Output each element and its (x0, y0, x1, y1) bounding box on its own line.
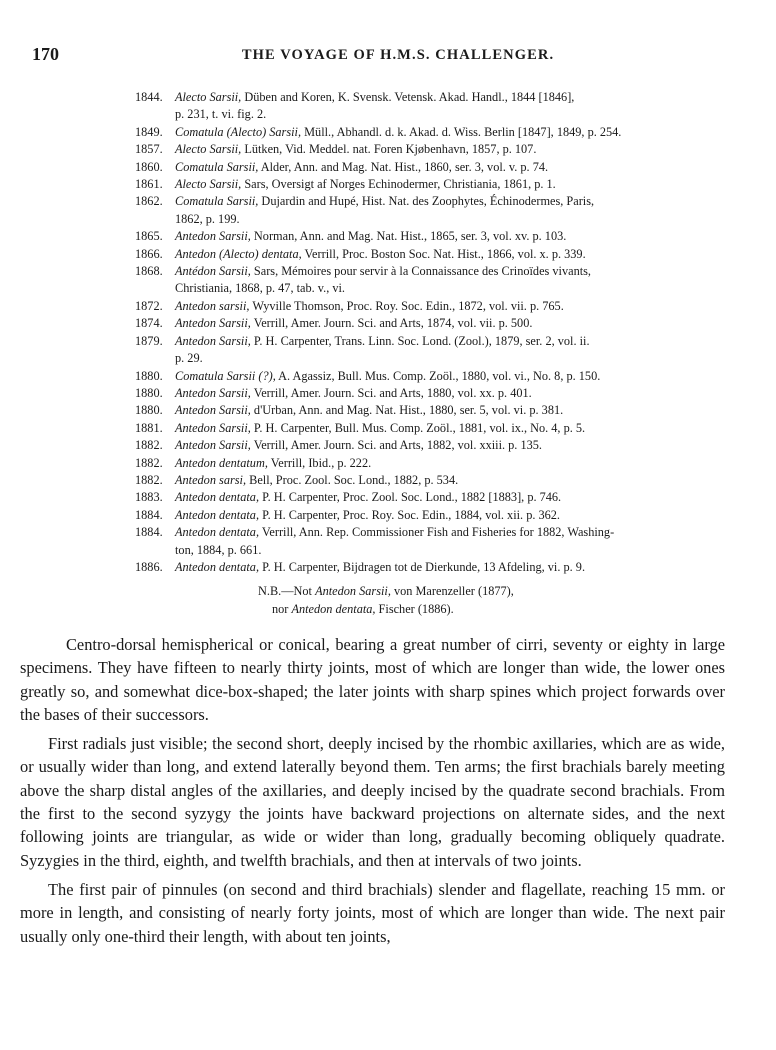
entry-citation: Norman, Ann. and Mag. Nat. Hist., 1865, ser. 3, vol. xv. p. 103. (250, 229, 567, 244)
entry-species-name: Antedon (Alecto) dentata, (175, 246, 302, 261)
entry-citation: Sars, Mémoires pour servir à la Connaissance des Crinoïdes vivants, (250, 264, 591, 279)
entry-year: 1861. (135, 177, 163, 192)
synonymy-entry (135, 89, 735, 124)
entry-year: 1849. (135, 124, 163, 139)
entry-year: 1865. (135, 229, 163, 244)
entry-year: 1857. (135, 142, 163, 157)
synonymy-entry (135, 315, 735, 332)
entry-species-name: Comatula (Alecto) Sarsii, (175, 124, 302, 139)
nota-bene-line-1 (0, 583, 776, 601)
entry-citation: Düben and Koren, K. Svensk. Vetensk. Akad. Handl., 1844 [1846], (241, 90, 575, 104)
entry-citation: Verrill, Amer. Journ. Sci. and Arts, 1880, vol. xx. p. 401. (250, 385, 532, 400)
entry-species-name: Antedon dentata, (175, 507, 260, 522)
entry-citation: P. H. Carpenter, Proc. Zool. Soc. Lond., 1882 [1883], p. 746. (259, 490, 562, 505)
nb-authority: von Marenzeller (1877), (390, 584, 514, 598)
entry-year: 1880. (135, 385, 163, 400)
nota-bene-line-2 (0, 601, 776, 619)
synonymy-entry (135, 263, 735, 298)
entry-citation: P. H. Carpenter, Proc. Roy. Soc. Edin., 1884, vol. xii. p. 362. (259, 507, 561, 522)
entry-species-name: Antedon sarsii, (175, 298, 250, 313)
entry-citation: Wyville Thomson, Proc. Roy. Soc. Edin., 1872, vol. vii. p. 765. (249, 298, 564, 313)
paragraph: Centro-dorsal hemispherical or conical, bearing a great number of cirri, seventy or eighty in large specimens. They have fifteen to nearly thirty joints, most of which are longer than wide, the lower ones greatly so, and somewhat dice-box-shaped; the later joints with sharp spines which project forwards over the bases of their successors. (20, 635, 725, 724)
entry-year: 1886. (135, 559, 163, 574)
synonymy-entry (135, 455, 735, 472)
entry-species-name: Antedon Sarsii, (175, 316, 251, 331)
entry-year: 1868. (135, 264, 163, 279)
entry-species-name: Antedon dentata, (175, 559, 260, 574)
synonymy-entry (135, 420, 735, 437)
entry-continuation: 1862, p. 199. (175, 211, 240, 226)
entry-species-name: Antedon Sarsii, (175, 229, 251, 244)
nota-bene (0, 583, 776, 618)
synonymy-entry (135, 472, 735, 489)
nb-prefix: nor (272, 601, 292, 616)
entry-citation: Sars, Oversigt af Norges Echinodermer, Christiania, 1861, p. 1. (241, 177, 556, 192)
paragraph: First radials just visible; the second short, deeply incised by the rhombic axillaries, which are as wide, or usually wider than long, and extend laterally beyond them. Ten arms; the first brachials barely meeting above the sharp distal angles of the axillaries, and deeply incised by the quadrate second brachials. From the first to the second syzygy the joints have backward projections on alternate sides, and the next following joints are triangular, as wide or wider than long, gradually becoming obliquely quadrate. Syzygies in the third, eighth, and twelfth brachials, and then at intervals of two joints. (20, 734, 725, 870)
synonymy-entry (135, 193, 735, 228)
entry-year: 1883. (135, 490, 163, 505)
entry-species-name: Comatula Sarsii, (175, 194, 259, 209)
entry-year: 1884. (135, 507, 163, 522)
synonymy-entry (135, 437, 735, 454)
synonymy-entry (135, 559, 735, 576)
entry-citation: Dujardin and Hupé, Hist. Nat. des Zoophytes, Échinodermes, Paris, (258, 194, 595, 209)
entry-citation: A. Agassiz, Bull. Mus. Comp. Zoöl., 1880, vol. vi., No. 8, p. 150. (275, 368, 601, 383)
running-title: THE VOYAGE OF H.M.S. CHALLENGER. (241, 47, 555, 63)
entry-year: 1884. (135, 525, 163, 540)
entry-year: 1860. (135, 159, 163, 174)
entry-year: 1862. (135, 194, 163, 209)
entry-species-name: Antedon sarsi, (175, 472, 247, 487)
entry-citation: Verrill, Proc. Boston Soc. Nat. Hist., 1866, vol. x. p. 339. (301, 246, 586, 261)
entry-species-name: Antedon dentatum, (175, 455, 268, 470)
entry-year: 1880. (135, 368, 163, 383)
entry-year: 1874. (135, 316, 163, 331)
entry-species-name: Alecto Sarsii, (175, 142, 242, 157)
synonymy-entry (135, 489, 735, 506)
synonymy-entry (135, 298, 735, 315)
entry-citation: Verrill, Amer. Journ. Sci. and Arts, 1874, vol. vii. p. 500. (250, 316, 533, 331)
entry-year: 1844. (135, 90, 163, 104)
entry-species-name: Antédon Sarsii, (175, 264, 251, 279)
synonymy-entry (135, 385, 735, 402)
description-text (20, 633, 725, 954)
synonymy-entry (135, 159, 735, 176)
entry-year: 1881. (135, 420, 163, 435)
entry-species-name: Antedon Sarsii, (175, 385, 251, 400)
entry-species-name: Comatula Sarsii, (175, 159, 259, 174)
synonymy-list (135, 89, 735, 576)
entry-citation: Müll., Abhandl. d. k. Akad. d. Wiss. Berlin [1847], 1849, p. 254. (301, 124, 622, 139)
page-number: 170 (32, 44, 59, 64)
entry-continuation: ton, 1884, p. 661. (175, 542, 262, 557)
synonymy-entry (135, 333, 735, 368)
entry-species-name: Antedon Sarsii, (175, 438, 251, 453)
synonymy-entry (135, 524, 735, 559)
entry-year: 1879. (135, 333, 163, 348)
entry-citation: P. H. Carpenter, Trans. Linn. Soc. Lond. (Zool.), 1879, ser. 2, vol. ii. (250, 333, 590, 348)
entry-species-name: Comatula Sarsii (?), (175, 368, 276, 383)
entry-year: 1882. (135, 472, 163, 487)
entry-citation: P. H. Carpenter, Bull. Mus. Comp. Zoöl., 1881, vol. ix., No. 4, p. 5. (250, 420, 586, 435)
entry-species-name: Alecto Sarsii, (175, 177, 242, 192)
nb-species-name: Antedon Sarsii, (315, 584, 391, 598)
entry-citation: P. H. Carpenter, Bijdragen tot de Dierkunde, 13 Afdeling, vi. p. 9. (259, 559, 586, 574)
synonymy-entry (135, 507, 735, 524)
entry-continuation: p. 29. (175, 351, 203, 366)
entry-continuation: Christiania, 1868, p. 47, tab. v., vi. (175, 281, 345, 296)
synonymy-entry (135, 368, 735, 385)
entry-year: 1880. (135, 403, 163, 418)
entry-continuation: p. 231, t. vi. fig. 2. (175, 107, 267, 122)
paragraph: The first pair of pinnules (on second and third brachials) slender and flagellate, reaching 15 mm. or more in length, and consisting of nearly forty joints, most of which are longer than wide. The next pair usually only one-third their length, with about ten joints, (20, 879, 725, 946)
synonymy-entry (135, 141, 735, 158)
synonymy-entry (135, 124, 735, 141)
entry-year: 1882. (135, 438, 163, 453)
entry-citation: Verrill, Amer. Journ. Sci. and Arts, 1882, vol. xxiii. p. 135. (250, 438, 542, 453)
entry-species-name: Antedon Sarsii, (175, 403, 251, 418)
entry-year: 1882. (135, 455, 163, 470)
nb-prefix: N.B.—Not (258, 584, 316, 598)
entry-species-name: Antedon Sarsii, (175, 333, 251, 348)
synonymy-entry (135, 228, 735, 245)
nb-species-name: Antedon dentata, (291, 601, 376, 616)
nb-authority: Fischer (1886). (375, 601, 454, 616)
entry-citation: Bell, Proc. Zool. Soc. Lond., 1882, p. 534. (246, 472, 459, 487)
entry-species-name: Antedon Sarsii, (175, 420, 251, 435)
entry-species-name: Alecto Sarsii, (175, 90, 242, 104)
entry-citation: Verrill, Ann. Rep. Commissioner Fish and Fisheries for 1882, Washing- (259, 525, 615, 540)
synonymy-entry (135, 246, 735, 263)
synonymy-entry (135, 402, 735, 419)
synonymy-entry (135, 176, 735, 193)
entry-year: 1866. (135, 246, 163, 261)
entry-citation: d'Urban, Ann. and Mag. Nat. Hist., 1880, ser. 5, vol. vi. p. 381. (250, 403, 564, 418)
entry-citation: Alder, Ann. and Mag. Nat. Hist., 1860, ser. 3, vol. v. p. 74. (258, 159, 549, 174)
entry-species-name: Antedon dentata, (175, 525, 260, 540)
entry-year: 1872. (135, 298, 163, 313)
entry-citation: Verrill, Ibid., p. 222. (267, 455, 372, 470)
entry-citation: Lütken, Vid. Meddel. nat. Foren Kjøbenhavn, 1857, p. 107. (241, 142, 537, 157)
entry-species-name: Antedon dentata, (175, 490, 260, 505)
